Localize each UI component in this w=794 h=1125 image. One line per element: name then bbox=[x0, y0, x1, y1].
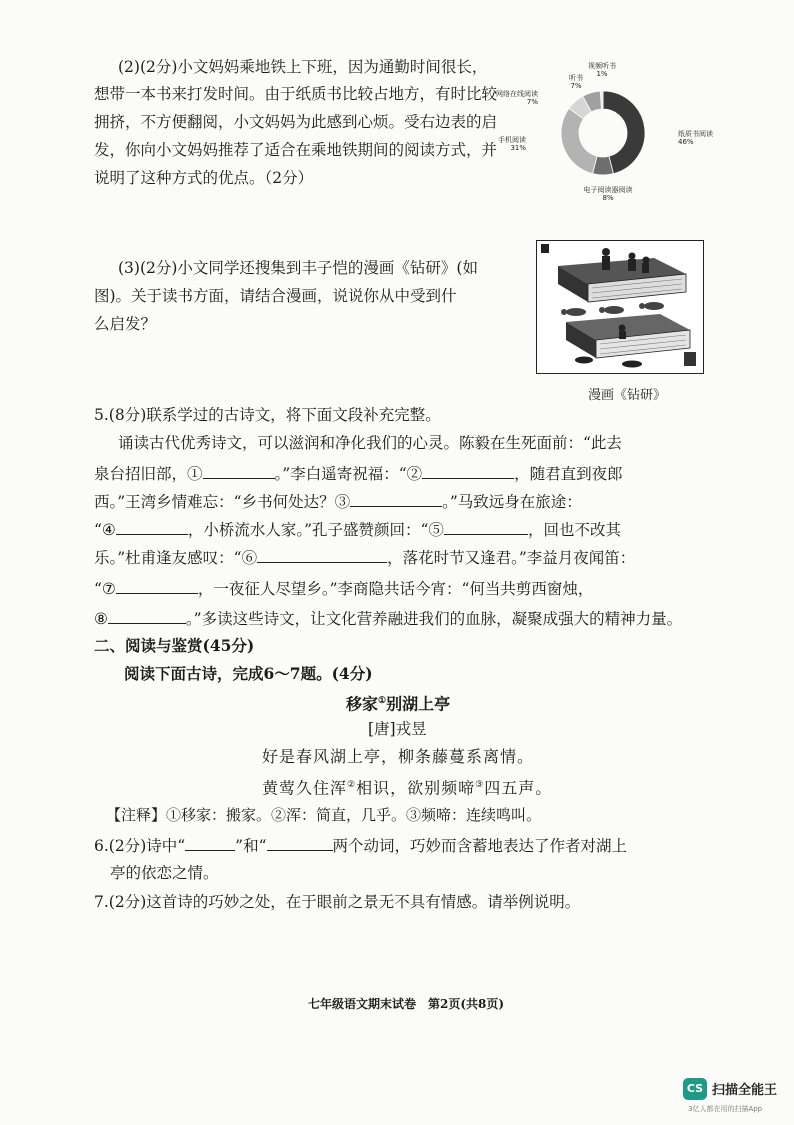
poem-line-2: 黄莺久住浑②相识，欲别频啼③四五声。 bbox=[262, 778, 553, 798]
blank-7[interactable] bbox=[116, 577, 198, 594]
donut-label-0: 纸质书阅读 bbox=[678, 130, 713, 138]
reading-method-donut-chart bbox=[496, 58, 713, 208]
donut-label-5: 视频听书 bbox=[588, 62, 616, 70]
blank-3[interactable] bbox=[350, 490, 442, 507]
donut-label-3: 网络在线阅读 bbox=[496, 90, 538, 98]
blank-8[interactable] bbox=[108, 607, 186, 624]
donut-pct-0: 46% bbox=[678, 138, 694, 146]
q4-3-line-1: (3)(2分)小文同学还搜集到丰子恺的漫画《钻研》(如 bbox=[118, 259, 478, 277]
donut-label-4: 听书 bbox=[569, 74, 583, 82]
poem-title: 移家①别湖上亭 bbox=[346, 694, 451, 714]
camscanner-logo: CS bbox=[683, 1078, 707, 1100]
q5-line-6: “⑦ ，一夜征人尽望乡。”李商隐共话今宵：“何当共剪西窗烛， bbox=[94, 577, 593, 600]
poem-note: 【注释】①移家：搬家。②浑：简直，几乎。③频啼：连续鸣叫。 bbox=[106, 806, 542, 824]
section-2-instruction: 阅读下面古诗，完成6～7题。(4分) bbox=[124, 664, 373, 683]
camscanner-title: 扫描全能王 bbox=[712, 1083, 778, 1098]
donut-pct-3: 7% bbox=[526, 98, 538, 106]
blank-2[interactable] bbox=[422, 462, 514, 479]
blank-1[interactable] bbox=[203, 462, 275, 479]
q5-line-1: 诵读古代优秀诗文，可以滋润和净化我们的心灵。陈毅在生死面前：“此去 bbox=[118, 434, 622, 452]
q5-line-2: 泉台招旧部，① 。”李白遥寄祝福：“② ，随君直到夜郎 bbox=[94, 462, 623, 485]
q5-line-7: ⑧ 。”多读这些诗文，让文化营养融进我们的血脉，凝聚成强大的精神力量。 bbox=[94, 607, 682, 630]
section-2-heading: 二、阅读与鉴赏(45分) bbox=[94, 636, 255, 655]
donut-pct-1: 8% bbox=[602, 194, 614, 202]
cartoon-zuanyan-image bbox=[536, 240, 704, 374]
q7-text: 7.(2分)这首诗的巧妙之处，在于眼前之景无不具有情感。请举例说明。 bbox=[94, 893, 581, 911]
camscanner-subtitle: 3亿人都在用的扫描App bbox=[688, 1105, 763, 1113]
q4-3-line-2: 图)。关于读书方面，请结合漫画，说说你从中受到什 bbox=[94, 287, 457, 305]
q6-line-2: 亭的依恋之情。 bbox=[110, 864, 219, 882]
q5-line-5: 乐。”杜甫逢友感叹：“⑥ ，落花时节又逢君。”李益月夜闻笛： bbox=[94, 546, 635, 569]
blank-4[interactable] bbox=[116, 518, 188, 535]
q4-2-line-5: 说明了这种方式的优点。（2分） bbox=[94, 169, 314, 187]
donut-label-1: 电子阅读器阅读 bbox=[583, 186, 633, 194]
q6-blank-1[interactable] bbox=[185, 834, 235, 851]
q4-2-line-3: 拥挤，不方便翻阅，小文妈妈为此感到心烦。受右边表的启 bbox=[94, 113, 498, 131]
poem-line-1: 好是春风湖上亭，柳条藤蔓系离情。 bbox=[262, 747, 535, 766]
donut-slice-2 bbox=[561, 108, 597, 173]
donut-pct-4: 7% bbox=[570, 82, 582, 90]
blank-5[interactable] bbox=[444, 518, 528, 535]
q5-line-4: “④ ，小桥流水人家。”孔子盛赞颜回：“⑤ ，回也不改其 bbox=[94, 518, 621, 541]
q6-blank-2[interactable] bbox=[267, 834, 333, 851]
blank-6[interactable] bbox=[257, 546, 387, 563]
q4-2-line-2: 想带一本书来打发时间。由于纸质书比较占地方，有时比较 bbox=[94, 85, 498, 103]
page-footer: 七年级语文期末试卷 第2页(共8页) bbox=[308, 997, 505, 1011]
q6-line-1: 6.(2分)诗中“ ”和“ 两个动词，巧妙而含蓄地表达了作者对湖上 bbox=[94, 834, 627, 857]
q4-3-line-3: 么启发？ bbox=[94, 315, 157, 333]
donut-label-2: 手机阅读 bbox=[498, 136, 526, 144]
q5-title: 5.(8分)联系学过的古诗文，将下面文段补充完整。 bbox=[94, 406, 441, 424]
q4-2-line-4: 发，你向小文妈妈推荐了适合在乘地铁期间的阅读方式，并 bbox=[94, 141, 498, 159]
q4-2-line-1: (2)(2分)小文妈妈乘地铁上下班，因为通勤时间很长， bbox=[118, 58, 488, 76]
donut-pct-2: 31% bbox=[510, 144, 526, 152]
donut-pct-5: 1% bbox=[596, 70, 608, 78]
cartoon-caption: 漫画《钻研》 bbox=[588, 388, 667, 403]
q5-line-3: 西。”王湾乡情难忘：“乡书何处达？③ 。”马致远身在旅途： bbox=[94, 490, 582, 513]
poem-author: [唐]戎昱 bbox=[368, 720, 427, 738]
